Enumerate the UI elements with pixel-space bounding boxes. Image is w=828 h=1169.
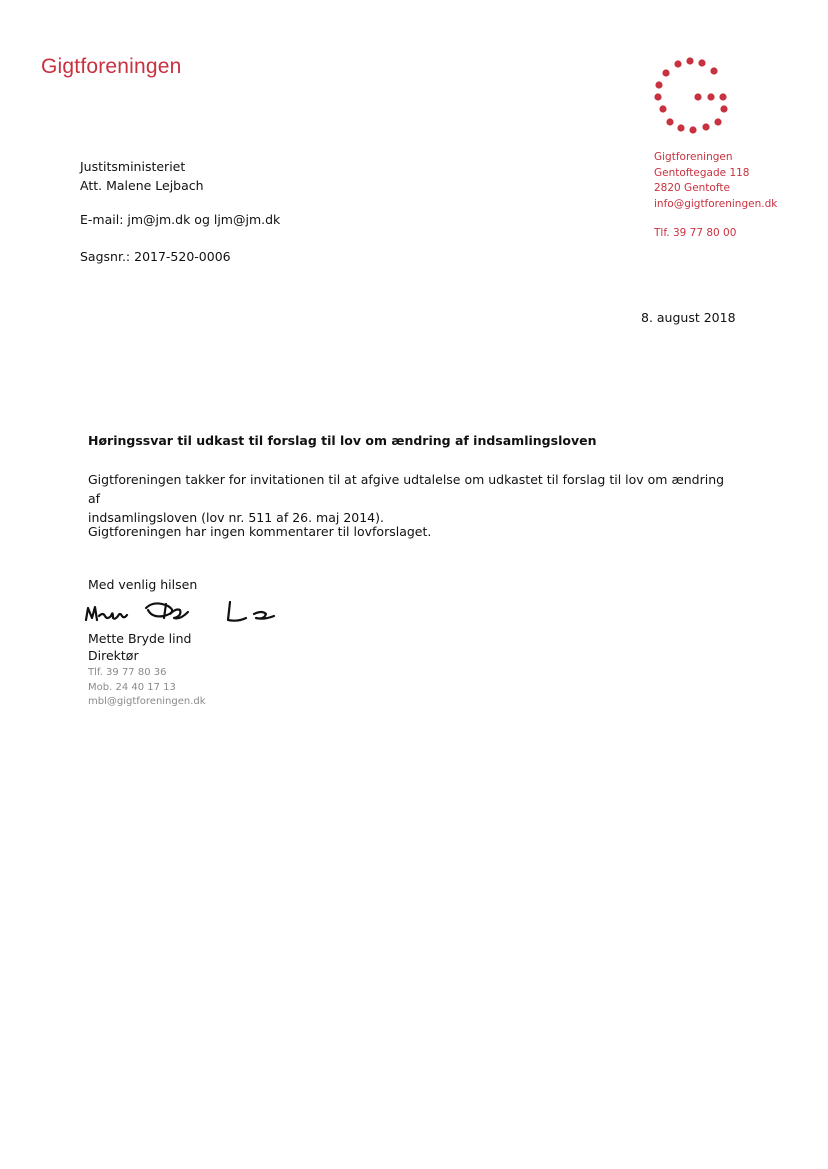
- letter-subject: Høringssvar til udkast til forslag til lov om ændring af indsamlingsloven: [88, 433, 597, 448]
- sender-phone: Tlf. 39 77 80 00: [654, 227, 737, 239]
- recipient-org: Justitsministeriet: [80, 159, 186, 174]
- signer-name: Mette Bryde lind: [88, 631, 192, 646]
- handwritten-signature: [80, 598, 280, 630]
- signer-block: [88, 630, 191, 664]
- letter-date: 8. august 2018: [641, 310, 736, 325]
- sender-street: Gentoftegade 118: [654, 166, 750, 179]
- sender-address-block: [654, 150, 777, 242]
- brand-wordmark: Gigtforeningen: [41, 55, 182, 78]
- paragraph-no-comments: Gigtforeningen har ingen kommentarer til lovforslaget.: [88, 524, 432, 539]
- paragraph-line: Gigtforeningen takker for invitationen til at afgive udtalelse om udkastet til forslag til lov om ændring af: [88, 472, 725, 506]
- recipient-email: E-mail: jm@jm.dk og ljm@jm.dk: [80, 212, 281, 227]
- signer-phone: Tlf. 39 77 80 36: [88, 667, 167, 678]
- sender-city: 2820 Gentofte: [654, 182, 730, 194]
- paragraph-invitation: [88, 470, 728, 527]
- signer-contact: [88, 666, 206, 710]
- dot-ring-logo-icon: [648, 52, 738, 142]
- sender-name: Gigtforeningen: [654, 151, 733, 163]
- recipient-attention: Att. Malene Lejbach: [80, 177, 204, 193]
- sender-email: info@gigtforeningen.dk: [654, 197, 778, 210]
- paragraph-line: indsamlingsloven (lov nr. 511 af 26. maj 2014).: [88, 510, 384, 525]
- recipient-block: [80, 158, 204, 195]
- signer-email: mbl@gigtforeningen.dk: [88, 696, 206, 707]
- signer-mobile: Mob. 24 40 17 13: [88, 681, 176, 693]
- signer-title: Direktør: [88, 648, 139, 663]
- closing-salutation: Med venlig hilsen: [88, 577, 198, 592]
- case-number: Sagsnr.: 2017-520-0006: [80, 249, 231, 264]
